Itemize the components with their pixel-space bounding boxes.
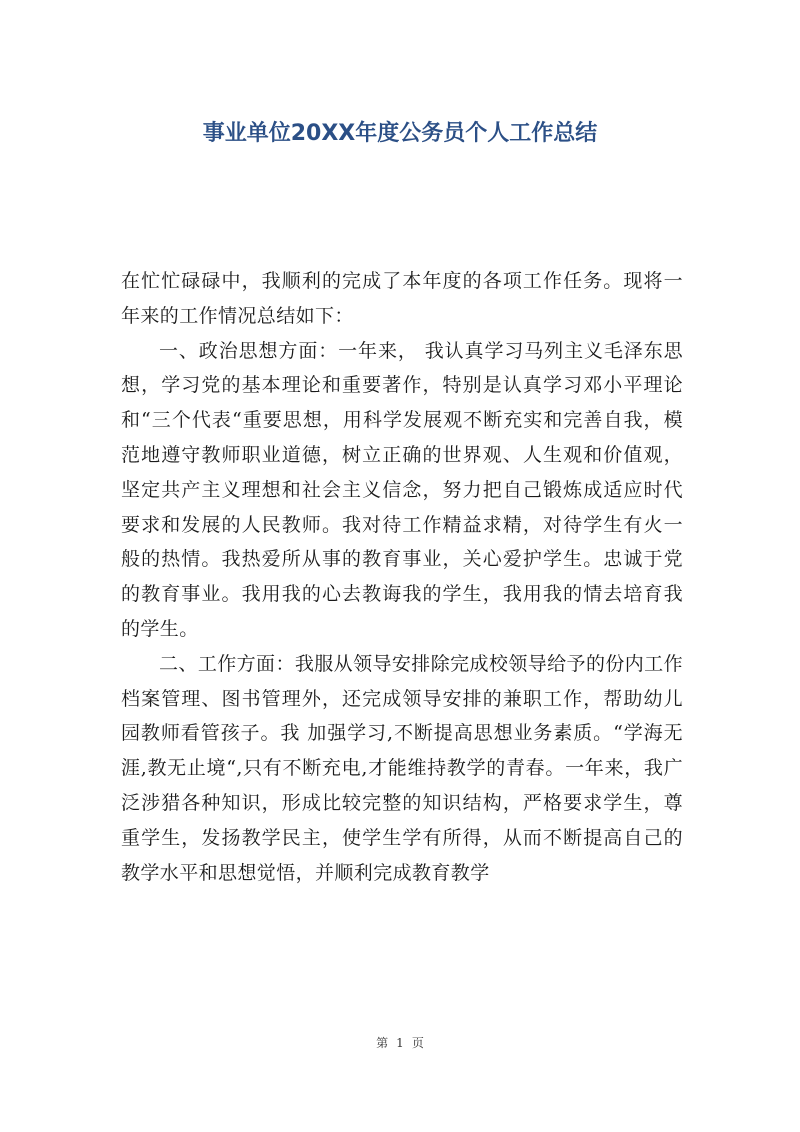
paragraph-work: 二、工作方面：我服从领导安排除完成校领导给予的份内工作档案管理、图书管理外，还完成领导安排的兼职工作，帮助幼儿园教师看管孩子。我 加强学习,不断提高思想业务素质。“学海无涯,教无止境“,只有不断充电,才能维持教学的青春。一年来，我广泛涉猎各种知识，形成比较完整的知识结构，严格要求学生，尊重学生，发扬教学民主，使学生学有所得，从而不断提高自己的教学水平和思想觉悟，并顺利完成教育教学 [121,652,683,884]
page-number-prefix: 第 [376,1036,389,1050]
document-body [121,264,683,890]
paragraph-political: 一、政治思想方面：一年来， 我认真学习马列主义毛泽东思想，学习党的基本理论和重要著作，特别是认真学习邓小平理论和“三个代表“重要思想，用科学发展观不断充实和完善自我，模范地遵守教师职业道德，树立正确的世界观、人生观和价值观，坚定共产主义理想和社会主义信念，努力把自己锻炼成适应时代要求和发展的人民教师。我对待工作精益求精，对待学生有火一般的热情。我热爱所从事的教育事业，关心爱护学生。忠诚于党的教育事业。我用我的心去教诲我的学生，我用我的情去培育我的学生。 [121,339,683,640]
document-title: 事业单位20XX年度公务员个人工作总结 [202,121,598,146]
paragraph-intro: 在忙忙碌碌中，我顺利的完成了本年度的各项工作任务。现将一年来的工作情况总结如下： [121,270,683,327]
page-number-suffix: 页 [411,1036,424,1050]
page-number-footer [0,1035,800,1051]
page-number: 1 [396,1036,404,1050]
